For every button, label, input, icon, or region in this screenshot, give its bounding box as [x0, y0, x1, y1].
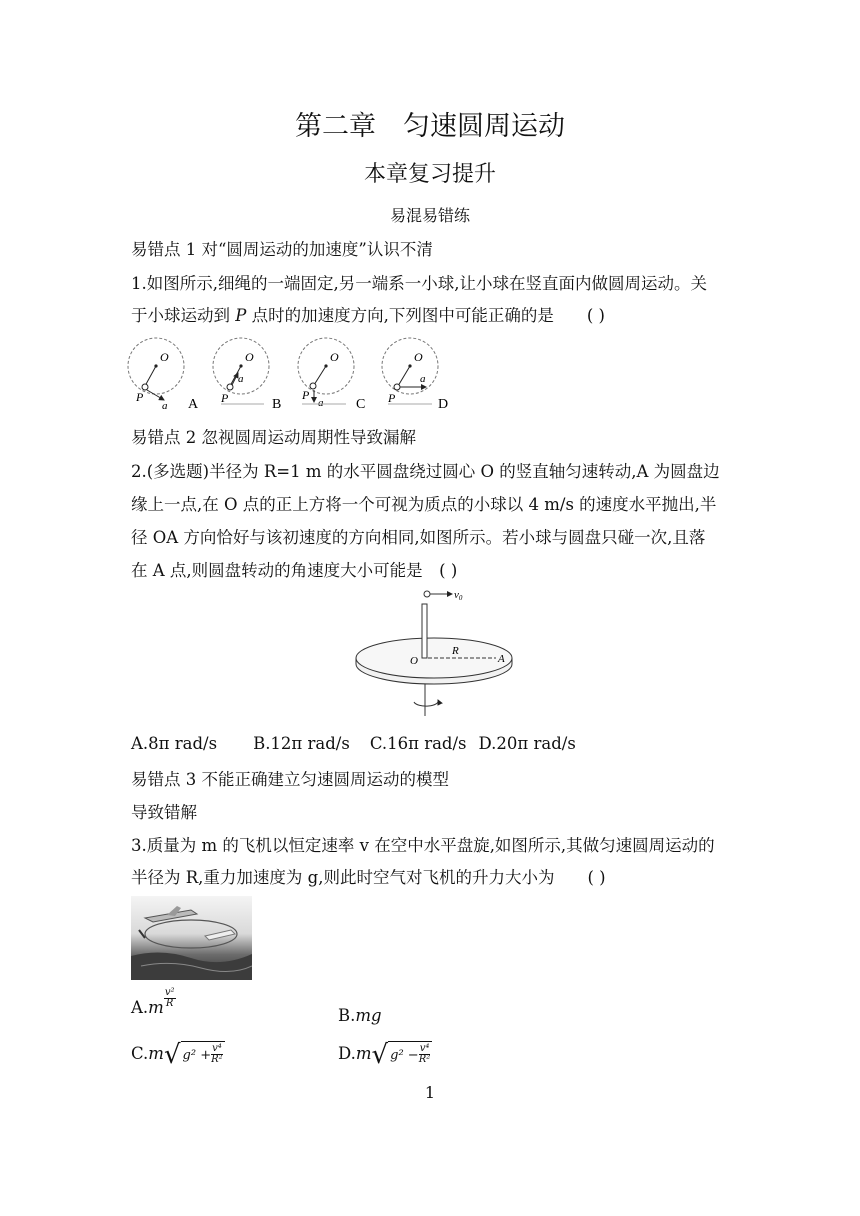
q1-c-p-label: P — [302, 388, 310, 402]
q2-options — [131, 734, 576, 753]
q2-option-c: C.16π rad/s — [369, 734, 467, 753]
q2-line3: 径 OA 方向恰好与该初速度的方向相同,如图所示。若小球与圆盘只碰一次,且落 — [131, 528, 706, 547]
section-title: 易混易错练 — [389, 206, 470, 225]
q2-line1: 2.(多选题)半径为 R=1 m 的水平圆盘绕过圆心 O 的竖直轴匀速转动,A 为圆盘边 — [131, 462, 720, 481]
point1-heading: 易错点 1 对“圆周运动的加速度”认识不清 — [131, 240, 433, 259]
a-point-label: A — [498, 653, 505, 665]
q1-d-p-label: P — [388, 391, 396, 405]
page-subtitle: 本章复习提升 — [363, 162, 496, 187]
point2-heading: 易错点 2 忽视圆周运动周期性导致漏解 — [131, 428, 416, 447]
q3-line1: 3.质量为 m 的飞机以恒定速率 v 在空中水平盘旋,如图所示,其做匀速圆周运动的 — [131, 836, 715, 855]
q1-option-c-diagram — [298, 338, 365, 412]
q3-option-c: C.m√ g² + $\frac{\text{v⁴}}{\text{R²}}$ — [131, 1040, 225, 1070]
q1-option-c-label: C — [356, 397, 366, 412]
q3-line2: 半径为 R,重力加速度为 g,则此时空气对飞机的升力大小为 ( ) — [131, 868, 606, 887]
q3-option-d: D.m√ g² − $\frac{\text{v⁴}}{\text{R²}}$ — [338, 1040, 432, 1070]
airplane-photo — [131, 896, 252, 980]
page-number: 1 — [424, 1083, 436, 1102]
q1-a-o-label: O — [160, 350, 169, 364]
q1-c-o-label: O — [330, 350, 339, 364]
q1-line2: 于小球运动到 P 点时的加速度方向,下列图中可能正确的是 ( ) — [131, 306, 605, 325]
q2-option-b: B.12π rad/s — [253, 734, 350, 753]
q1-b-p-label: P — [221, 391, 229, 405]
q2-disc-figure — [350, 584, 520, 720]
q2-option-d: D.20π rad/s — [478, 734, 576, 753]
q1-d-a-label: a — [420, 373, 426, 385]
q1-a-p-label: P — [136, 390, 144, 404]
q1-option-b-label: B — [272, 397, 282, 412]
o-label: O — [410, 655, 418, 667]
q1-c-a-label: a — [318, 397, 324, 409]
q1-figure — [126, 330, 466, 414]
q1-d-o-label: O — [414, 350, 423, 364]
q1-option-d-diagram — [382, 338, 448, 412]
q2-option-a: A.8π rad/s — [131, 734, 218, 753]
q1-b-o-label: O — [245, 350, 254, 364]
q2-line4: 在 A 点,则圆盘转动的角速度大小可能是 ( ) — [131, 561, 458, 580]
q1-option-b-diagram — [213, 338, 281, 412]
q1-option-a-label: A — [188, 397, 199, 412]
q3-option-a: A.m $\frac{\text{v²}}{R}$ — [131, 987, 175, 1017]
q2-line2: 缘上一点,在 O 点的正上方将一个可视为质点的小球以 4 m/s 的速度水平抛出,半 — [131, 495, 717, 514]
q1-line1: 1.如图所示,细绳的一端固定,另一端系一小球,让小球在竖直面内做圆周运动。关 — [131, 274, 707, 293]
v0-label: v0 — [454, 589, 463, 602]
q1-a-a-label: a — [162, 400, 168, 412]
q1-option-d-label: D — [438, 397, 449, 412]
q1-b-a-label: a — [238, 373, 244, 385]
q1-option-a-diagram — [128, 338, 199, 412]
point3-heading: 易错点 3 不能正确建立匀速圆周运动的模型 — [131, 770, 449, 789]
q3-option-b: B.mg — [338, 1006, 382, 1025]
chapter-title: 第二章 匀速圆周运动 — [295, 111, 565, 142]
point3-heading-cont: 导致错解 — [131, 803, 197, 822]
r-label: R — [452, 645, 459, 657]
